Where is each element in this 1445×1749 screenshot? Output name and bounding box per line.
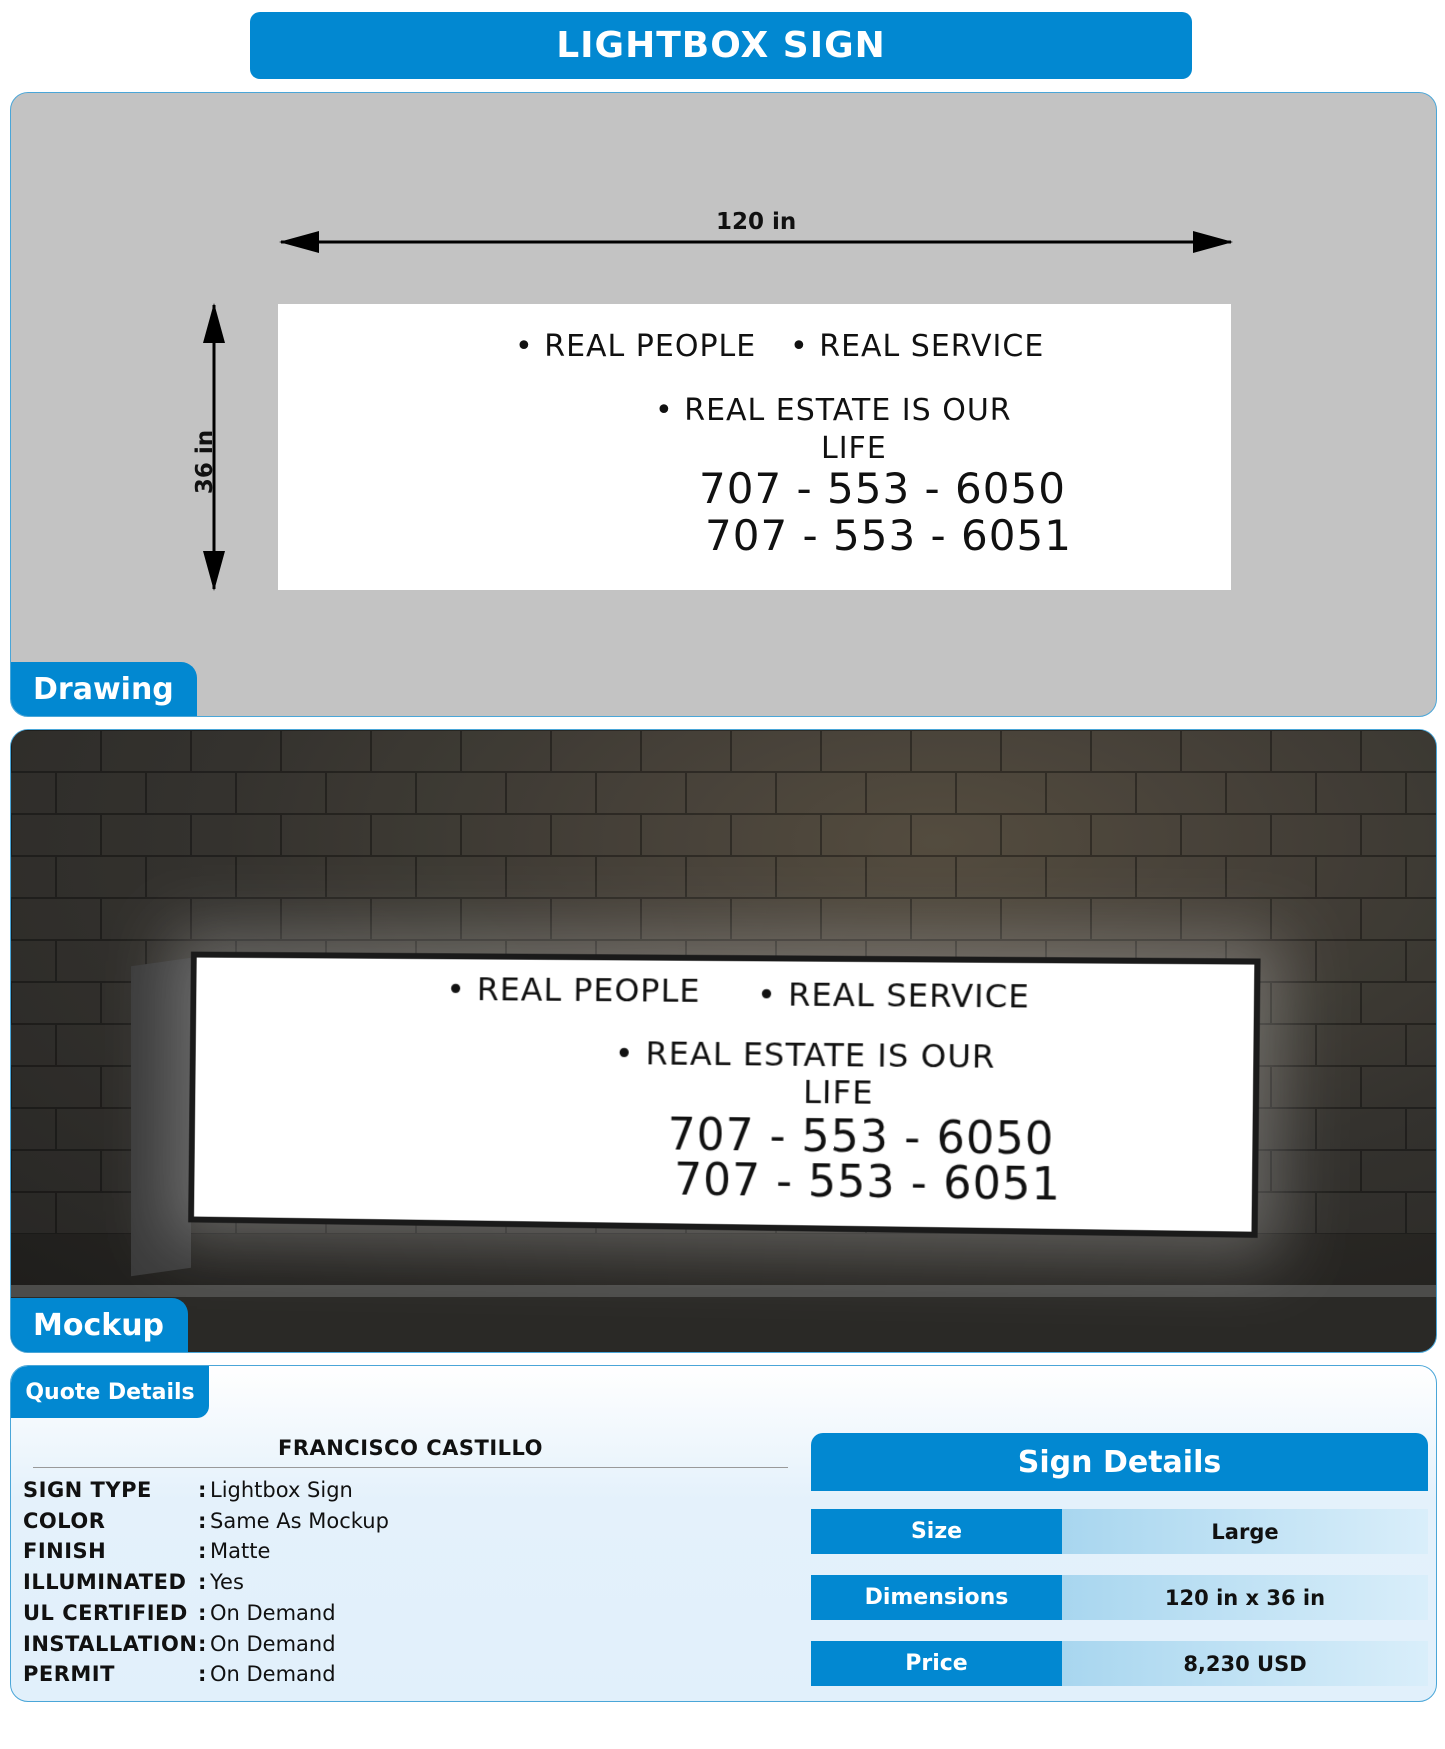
sign-detail-value: 120 in x 36 in — [1062, 1575, 1428, 1620]
mockup-panel — [10, 729, 1437, 1353]
mock-line-people: • REAL PEOPLE — [446, 970, 701, 1010]
brick — [1046, 772, 1136, 814]
brick — [1406, 856, 1437, 898]
brick — [11, 814, 101, 856]
brick — [10, 1192, 56, 1234]
brick — [506, 856, 596, 898]
brick — [1271, 898, 1361, 940]
quote-detail-label: ILLUMINATED — [23, 1570, 187, 1595]
brick — [1181, 730, 1271, 772]
quote-detail-colon: : — [198, 1631, 207, 1656]
quote-detail-row — [23, 1632, 336, 1656]
brick — [506, 772, 596, 814]
brick — [1406, 1108, 1437, 1150]
brick — [416, 772, 506, 814]
wall-ledge — [11, 1285, 1436, 1297]
quote-detail-value: On Demand — [210, 1662, 336, 1687]
brick — [11, 1150, 101, 1192]
quote-detail-row — [23, 1509, 389, 1533]
brick — [776, 856, 866, 898]
brick — [1361, 982, 1437, 1024]
brick — [101, 814, 191, 856]
brick — [10, 940, 56, 982]
brick — [1271, 1150, 1361, 1192]
brick — [821, 898, 911, 940]
quote-detail-label: SIGN TYPE — [23, 1478, 152, 1502]
brick — [956, 856, 1046, 898]
brick — [281, 814, 371, 856]
sign-phone-1: 707 - 553 - 6050 — [699, 464, 1066, 513]
customer-name: FRANCISCO CASTILLO — [277, 1436, 544, 1460]
customer-divider — [33, 1467, 788, 1468]
quote-panel — [10, 1365, 1437, 1702]
brick — [731, 814, 821, 856]
brick — [911, 730, 1001, 772]
quote-detail-label: PERMIT — [23, 1662, 115, 1687]
brick — [1226, 856, 1316, 898]
brick — [1316, 940, 1406, 982]
brick — [236, 856, 326, 898]
sign-detail-label: Size — [811, 1509, 1062, 1554]
sign-line-estate: • REAL ESTATE IS OUR — [655, 393, 1012, 428]
brick — [146, 772, 236, 814]
brick — [1091, 898, 1181, 940]
sign-line-life: LIFE — [821, 431, 887, 466]
brick — [686, 856, 776, 898]
brick — [1091, 814, 1181, 856]
quote-detail-label: FINISH — [23, 1539, 107, 1564]
quote-detail-colon: : — [198, 1478, 207, 1502]
drawing-panel — [10, 92, 1437, 717]
quote-detail-row — [23, 1601, 336, 1625]
brick — [10, 772, 56, 814]
width-dimension-label: 120 in — [716, 209, 797, 235]
brick — [371, 814, 461, 856]
brick — [1226, 772, 1316, 814]
brick — [731, 898, 821, 940]
brick — [731, 730, 821, 772]
quote-detail-colon: : — [198, 1600, 207, 1625]
brick — [56, 856, 146, 898]
brick — [1316, 856, 1406, 898]
brick — [551, 898, 641, 940]
brick — [101, 898, 191, 940]
brick — [1136, 856, 1226, 898]
quote-detail-row — [23, 1478, 353, 1502]
brick — [146, 856, 236, 898]
brick — [1361, 814, 1437, 856]
brick — [191, 898, 281, 940]
quote-detail-colon: : — [198, 1662, 207, 1687]
brick — [191, 730, 281, 772]
mock-line-life: LIFE — [802, 1072, 874, 1112]
brick — [1046, 856, 1136, 898]
brick — [776, 772, 866, 814]
brick — [1091, 730, 1181, 772]
sign-phone-2: 707 - 553 - 6051 — [705, 511, 1072, 560]
brick — [1406, 1192, 1437, 1234]
brick — [11, 898, 101, 940]
brick — [11, 730, 101, 772]
brick — [281, 898, 371, 940]
quote-detail-value: On Demand — [210, 1631, 336, 1656]
sign-detail-value: 8,230 USD — [1062, 1641, 1428, 1686]
quote-detail-row — [23, 1539, 270, 1563]
quote-detail-value: Yes — [210, 1570, 244, 1595]
sign-mockup — [188, 952, 1260, 1238]
brick — [911, 814, 1001, 856]
quote-detail-colon: : — [198, 1508, 207, 1533]
brick — [1271, 1066, 1361, 1108]
brick — [101, 730, 191, 772]
brick — [596, 772, 686, 814]
quote-detail-row — [23, 1570, 244, 1594]
brick — [641, 814, 731, 856]
brick — [821, 814, 911, 856]
brick — [821, 730, 911, 772]
brick — [1001, 814, 1091, 856]
quote-detail-colon: : — [198, 1570, 207, 1595]
brick — [371, 898, 461, 940]
quote-detail-label: INSTALLATION — [23, 1631, 198, 1656]
brick — [371, 730, 461, 772]
brick — [1181, 898, 1271, 940]
brick — [10, 856, 56, 898]
quote-detail-row — [23, 1662, 336, 1686]
brick — [641, 898, 731, 940]
brick — [1001, 898, 1091, 940]
brick — [686, 772, 776, 814]
brick — [236, 772, 326, 814]
sign-detail-value: Large — [1062, 1509, 1428, 1554]
brick — [326, 856, 416, 898]
drawing-tab: Drawing — [11, 662, 197, 716]
quote-detail-value: Lightbox Sign — [210, 1478, 353, 1502]
quote-detail-value: On Demand — [210, 1600, 336, 1625]
brick — [866, 772, 956, 814]
brick — [1271, 730, 1361, 772]
brick — [1361, 730, 1437, 772]
sign-line-people: • REAL PEOPLE — [515, 329, 757, 364]
mock-phone-1: 707 - 553 - 6050 — [667, 1109, 1055, 1166]
brick — [10, 1024, 56, 1066]
brick — [1406, 772, 1437, 814]
brick — [1361, 898, 1437, 940]
sign-detail-label: Price — [811, 1641, 1062, 1686]
brick — [551, 730, 641, 772]
quote-details-tab: Quote Details — [11, 1366, 209, 1418]
sign-detail-row-dimensions — [811, 1575, 1428, 1620]
lightbox-side — [131, 958, 191, 1276]
brick — [641, 730, 731, 772]
sign-details-header: Sign Details — [811, 1433, 1428, 1491]
brick — [1316, 772, 1406, 814]
sign-detail-label: Dimensions — [811, 1575, 1062, 1620]
brick — [1406, 1024, 1437, 1066]
height-dimension-label: 36 in — [192, 429, 219, 495]
brick — [461, 730, 551, 772]
brick — [326, 772, 416, 814]
brick — [1136, 772, 1226, 814]
mock-line-service: • REAL SERVICE — [756, 975, 1031, 1016]
quote-detail-label: COLOR — [23, 1508, 106, 1533]
brick — [281, 730, 371, 772]
brick — [911, 898, 1001, 940]
sign-detail-row-size — [811, 1509, 1428, 1554]
brick — [866, 856, 956, 898]
brick — [1316, 1192, 1406, 1234]
brick — [1361, 1150, 1437, 1192]
quote-detail-colon: : — [198, 1539, 207, 1564]
brick — [10, 1108, 56, 1150]
brick — [11, 1066, 101, 1108]
page-title: LIGHTBOX SIGN — [250, 12, 1192, 79]
mock-line-estate: • REAL ESTATE IS OUR — [614, 1034, 996, 1076]
mock-phone-2: 707 - 553 - 6051 — [673, 1154, 1062, 1211]
quote-detail-value: Same As Mockup — [210, 1508, 389, 1533]
brick — [1001, 730, 1091, 772]
brick — [551, 814, 641, 856]
brick — [11, 982, 101, 1024]
brick — [1361, 1066, 1437, 1108]
quote-detail-value: Matte — [210, 1539, 271, 1564]
sign-detail-row-price — [811, 1641, 1428, 1686]
brick — [1181, 814, 1271, 856]
brick — [1406, 940, 1437, 982]
quote-detail-label: UL CERTIFIED — [23, 1600, 188, 1625]
mockup-tab: Mockup — [11, 1298, 188, 1352]
brick — [56, 772, 146, 814]
brick — [956, 772, 1046, 814]
sign-drawing — [278, 304, 1231, 590]
brick — [461, 814, 551, 856]
sign-line-service: • REAL SERVICE — [790, 329, 1045, 364]
brick — [191, 814, 281, 856]
brick — [416, 856, 506, 898]
brick — [1316, 1024, 1406, 1066]
brick — [1271, 982, 1361, 1024]
brick — [1271, 814, 1361, 856]
brick — [596, 856, 686, 898]
brick — [461, 898, 551, 940]
brick — [1316, 1108, 1406, 1150]
